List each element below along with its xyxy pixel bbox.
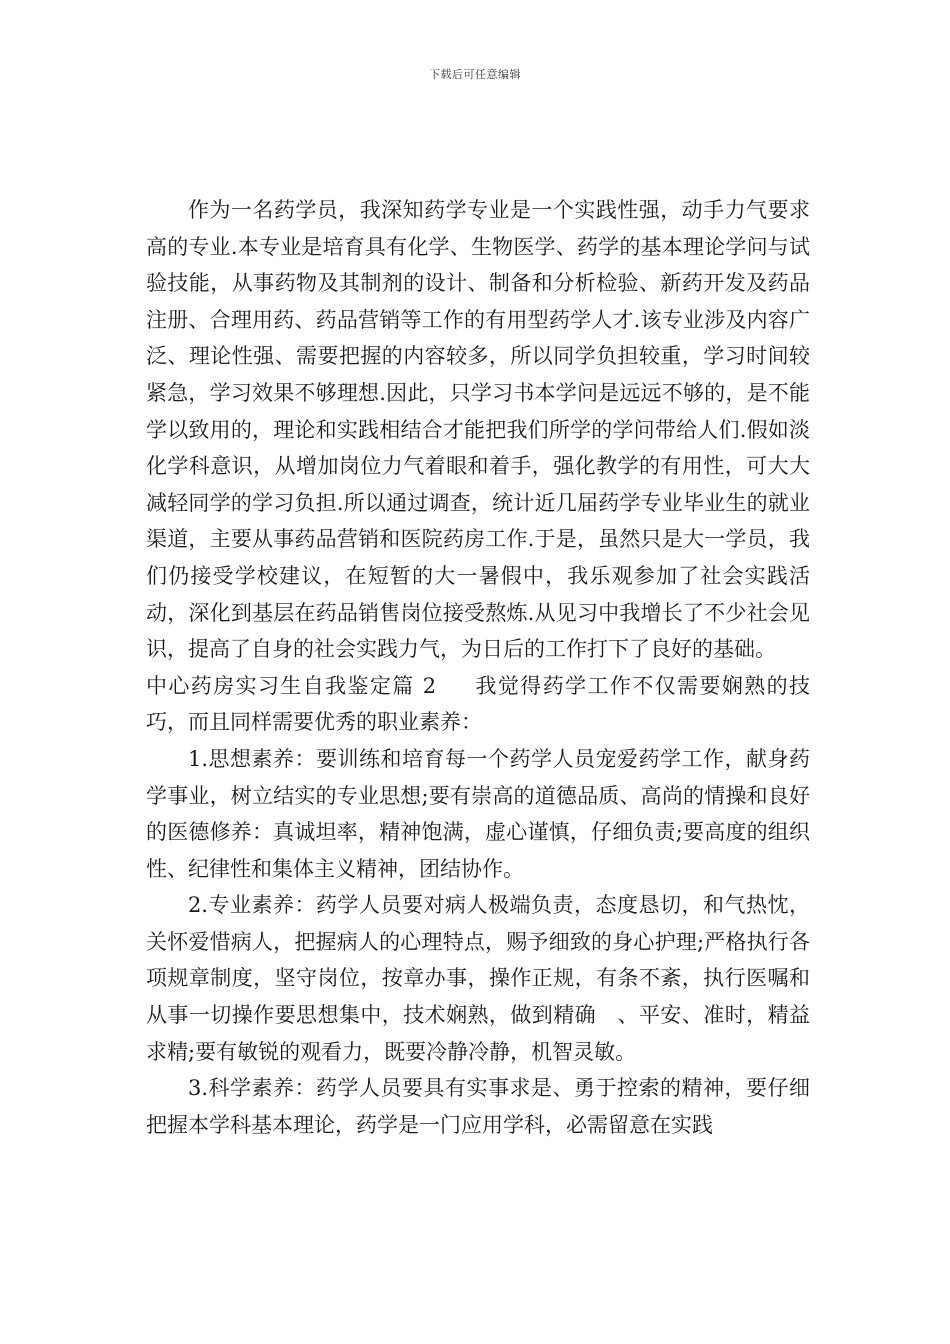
page-header: 下载后可任意编辑 (429, 68, 521, 81)
section-2-lead: 我觉得药学工作不仅需要娴熟的技巧，而且同样需要优秀的职业素养： (146, 673, 810, 735)
document-body (146, 192, 810, 1143)
section-title: 中心药房实习生自我鉴定篇 2 (146, 673, 437, 698)
paragraph-thought-quality: 1.思想素养：要训练和培育每一个药学人员宠爱药学工作，献身药学事业，树立结实的专业思想;要有崇高的道德品质、高尚的情操和良好的医德修养：真诚坦率，精神饱满，虚心谨慎，仔细负责;要高度的组织性、纪律性和集体主义精神，团结协作。 (146, 746, 810, 881)
paragraph-section-2 (146, 668, 810, 741)
paragraph-intro: 作为一名药学员，我深知药学专业是一个实践性强，动手力气要求高的专业.本专业是培育具有化学、生物医学、药学的基本理论学问与试验技能，从事药物及其制剂的设计、制备和分析检验、新药开发及药品注册、合理用药、药品营销等工作的有用型药学人才.该专业涉及内容广泛、理论性强、需要把握的内容较多，所以同学负担较重，学习时间较紧急，学习效果不够理想.因此，只学习书本学问是远远不够的，是不能学以致用的，理论和实践相结合才能把我们所学的学问带给人们.假如淡化学科意识，从增加岗位力气着眼和着手，强化教学的有用性，可大大减轻同学的学习负担.所以通过调查，统计近几届药学专业毕业生的就业渠道，主要从事药品营销和医院药房工作.于是，虽然只是大一学员，我们仍接受学校建议，在短暂的大一暑假中，我乐观参加了社会实践活动，深化到基层在药品销售岗位接受熬炼.从见习中我增长了不少社会见识，提高了自身的社会实践力气，为日后的工作打下了良好的基础。 (146, 198, 810, 662)
paragraph-professional-quality: 2.专业素养：药学人员要对病人极端负责，态度恳切，和气热忱，关怀爱惜病人，把握病人的心理特点，赐予细致的身心护理;严格执行各项规章制度，坚守岗位，按章办事，操作正规，有条不紊，执行医嘱和从事一切操作要思想集中，技术娴熟，做到精确 、平安、准时，精益求精;要有敏锐的观看力，既要冷静冷静，机智灵敏。 (146, 893, 810, 1064)
paragraph-scientific-quality: 3.科学素养：药学人员要具有实事求是、勇于控索的精神，要仔细把握本学科基本理论，药学是一门应用学科，必需留意在实践 (146, 1076, 810, 1137)
